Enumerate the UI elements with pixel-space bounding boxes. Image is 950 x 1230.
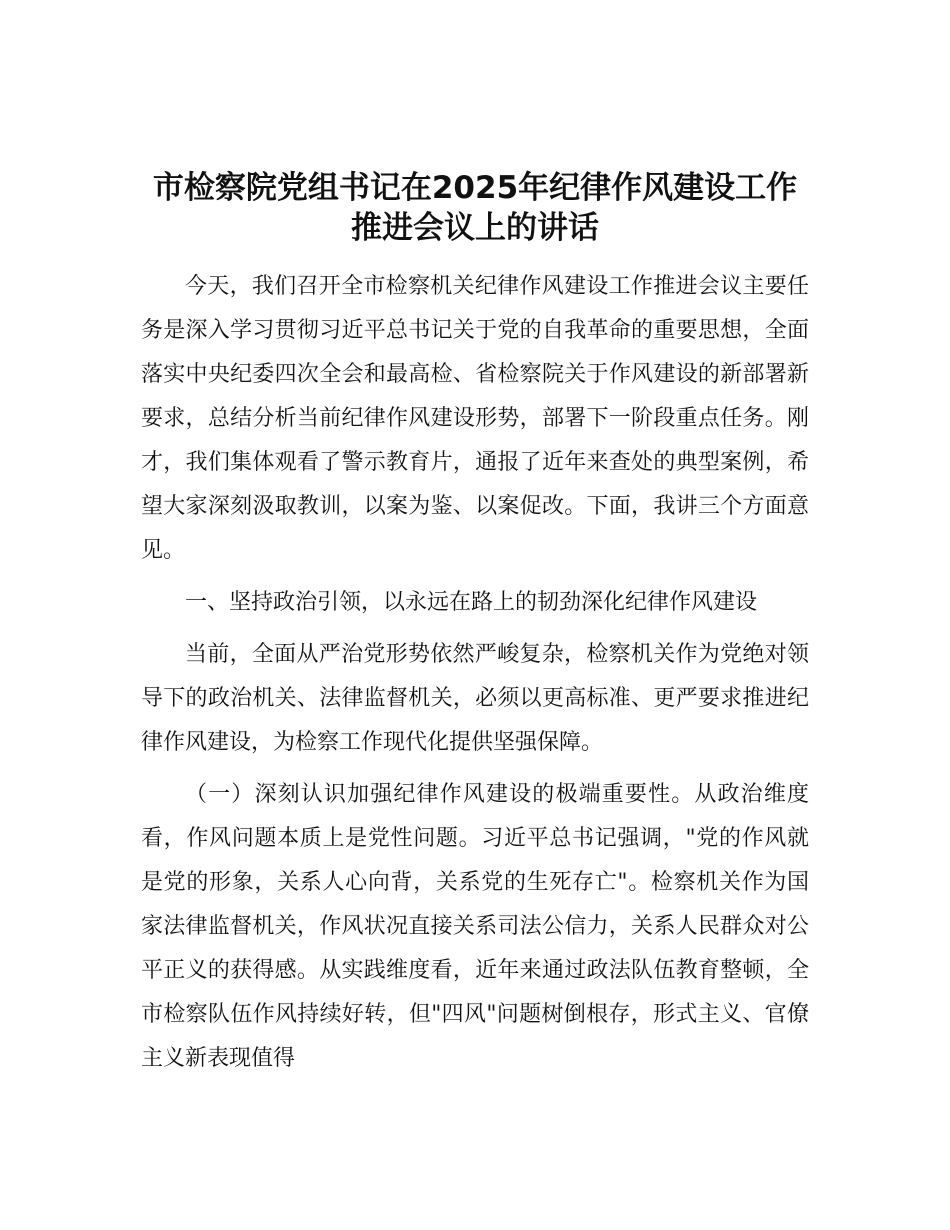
document-title [120, 168, 830, 248]
paragraph-intro: 今天，我们召开全市检察机关纪律作风建设工作推进会议主要任务是深入学习贯彻习近平总书记关于党的自我革命的重要思想，全面落实中央纪委四次全会和最高检、省检察院关于作风建设的新部署新要求，总结分析当前纪律作风建设形势，部署下一阶段重点任务。刚才，我们集体观看了警示教育片，通报了近年来查处的典型案例，希望大家深刻汲取教训，以案为鉴、以案促改。下面，我讲三个方面意见。 [141, 274, 809, 563]
paragraph-section-1: 当前，全面从严治党形势依然严峻复杂，检察机关作为党绝对领导下的政治机关、法律监督机关，必须以更高标准、更严要求推进纪律作风建设，为检察工作现代化提供坚强保障。 [141, 642, 809, 755]
title-line-1: 市检察院党组书记在2025年纪律作风建设工作 [152, 170, 798, 206]
section-heading-1: 一、坚持政治引领，以永远在路上的韧劲深化纪律作风建设 [185, 590, 758, 615]
paragraph-subsection-1: （一）深刻认识加强纪律作风建设的极端重要性。从政治维度看，作风问题本质上是党性问题。习近平总书记强调，"党的作风就是党的形象，关系人心向背，关系党的生死存亡"。检察机关作为国家法律监督机关，作风状况直接关系司法公信力，关系人民群众对公平正义的获得感。从实践维度看，近年来通过政法队伍教育整顿，全市检察队伍作风持续好转，但"四风"问题树倒根存，形式主义、官僚主义新表现值得 [141, 782, 809, 1071]
title-line-2: 推进会议上的讲话 [351, 210, 599, 246]
document-body [141, 265, 809, 1081]
